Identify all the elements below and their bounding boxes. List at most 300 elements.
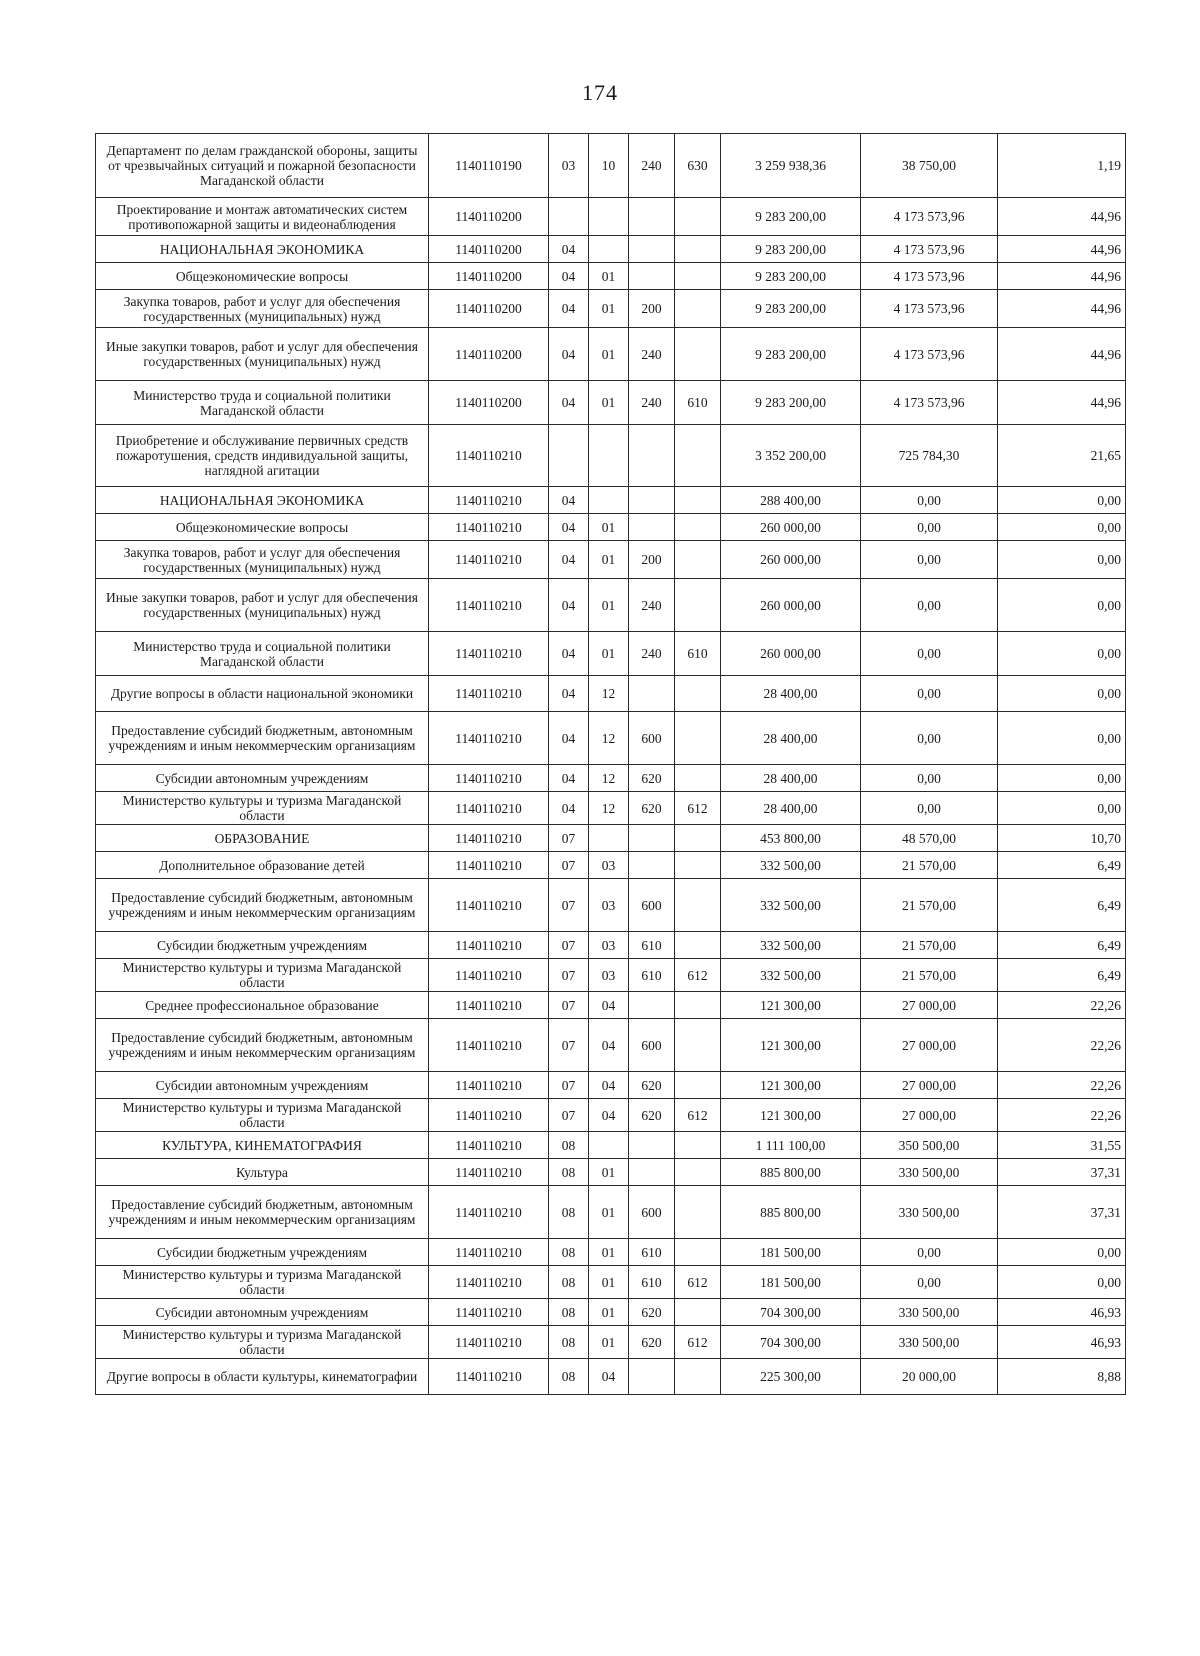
row-ministry-code: 610 <box>675 632 721 676</box>
row-plan-amount: 332 500,00 <box>721 852 861 879</box>
row-actual-amount: 4 173 573,96 <box>861 381 998 425</box>
row-plan-amount: 181 500,00 <box>721 1266 861 1299</box>
table-row <box>96 1186 1126 1239</box>
row-section: 04 <box>549 290 589 328</box>
row-percent: 21,65 <box>998 425 1126 487</box>
row-plan-amount: 9 283 200,00 <box>721 381 861 425</box>
row-name: Предоставление субсидий бюджетным, автономным учреждениям и иным некоммерческим организациям <box>96 712 429 765</box>
row-code: 1140110210 <box>429 1186 549 1239</box>
row-name: Министерство труда и социальной политики Магаданской области <box>96 381 429 425</box>
row-code: 1140110210 <box>429 579 549 632</box>
row-plan-amount: 121 300,00 <box>721 1072 861 1099</box>
row-section: 08 <box>549 1132 589 1159</box>
row-expense-type <box>629 992 675 1019</box>
row-ministry-code <box>675 852 721 879</box>
row-subsection: 01 <box>589 1159 629 1186</box>
row-percent: 44,96 <box>998 381 1126 425</box>
row-plan-amount: 9 283 200,00 <box>721 236 861 263</box>
row-name: КУЛЬТУРА, КИНЕМАТОГРАФИЯ <box>96 1132 429 1159</box>
row-code: 1140110210 <box>429 852 549 879</box>
row-expense-type <box>629 425 675 487</box>
row-name: НАЦИОНАЛЬНАЯ ЭКОНОМИКА <box>96 487 429 514</box>
row-plan-amount: 28 400,00 <box>721 676 861 712</box>
row-subsection: 03 <box>589 959 629 992</box>
row-percent: 46,93 <box>998 1299 1126 1326</box>
row-section: 07 <box>549 1019 589 1072</box>
row-section: 04 <box>549 514 589 541</box>
row-ministry-code <box>675 236 721 263</box>
row-code: 1140110210 <box>429 765 549 792</box>
row-actual-amount: 4 173 573,96 <box>861 290 998 328</box>
row-subsection: 01 <box>589 1299 629 1326</box>
row-expense-type: 600 <box>629 879 675 932</box>
row-expense-type: 620 <box>629 792 675 825</box>
row-expense-type: 240 <box>629 134 675 198</box>
row-plan-amount: 704 300,00 <box>721 1299 861 1326</box>
budget-table-body <box>96 134 1126 1395</box>
row-name: Министерство культуры и туризма Магаданской области <box>96 1266 429 1299</box>
row-percent: 0,00 <box>998 1239 1126 1266</box>
row-percent: 8,88 <box>998 1359 1126 1395</box>
row-section: 08 <box>549 1326 589 1359</box>
row-code: 1140110210 <box>429 1099 549 1132</box>
row-plan-amount: 885 800,00 <box>721 1186 861 1239</box>
row-actual-amount: 330 500,00 <box>861 1186 998 1239</box>
row-ministry-code: 612 <box>675 959 721 992</box>
row-ministry-code <box>675 1186 721 1239</box>
row-expense-type: 600 <box>629 1019 675 1072</box>
row-name: Субсидии автономным учреждениям <box>96 765 429 792</box>
table-row <box>96 1299 1126 1326</box>
row-percent: 0,00 <box>998 579 1126 632</box>
row-actual-amount: 21 570,00 <box>861 852 998 879</box>
row-expense-type: 240 <box>629 632 675 676</box>
row-subsection: 01 <box>589 1326 629 1359</box>
row-ministry-code: 630 <box>675 134 721 198</box>
row-code: 1140110190 <box>429 134 549 198</box>
row-subsection <box>589 236 629 263</box>
row-percent: 0,00 <box>998 632 1126 676</box>
row-actual-amount: 4 173 573,96 <box>861 236 998 263</box>
row-code: 1140110210 <box>429 1132 549 1159</box>
row-name: Закупка товаров, работ и услуг для обеспечения государственных (муниципальных) нужд <box>96 290 429 328</box>
row-plan-amount: 9 283 200,00 <box>721 198 861 236</box>
row-section: 08 <box>549 1299 589 1326</box>
row-expense-type: 610 <box>629 932 675 959</box>
row-actual-amount: 0,00 <box>861 765 998 792</box>
row-section: 04 <box>549 263 589 290</box>
row-name: НАЦИОНАЛЬНАЯ ЭКОНОМИКА <box>96 236 429 263</box>
row-plan-amount: 260 000,00 <box>721 541 861 579</box>
row-name: Другие вопросы в области культуры, кинематографии <box>96 1359 429 1395</box>
row-ministry-code: 612 <box>675 1326 721 1359</box>
row-subsection: 03 <box>589 852 629 879</box>
row-percent: 22,26 <box>998 1099 1126 1132</box>
row-actual-amount: 4 173 573,96 <box>861 328 998 381</box>
row-code: 1140110200 <box>429 381 549 425</box>
row-plan-amount: 181 500,00 <box>721 1239 861 1266</box>
row-ministry-code <box>675 290 721 328</box>
row-plan-amount: 225 300,00 <box>721 1359 861 1395</box>
row-section: 07 <box>549 852 589 879</box>
row-actual-amount: 0,00 <box>861 632 998 676</box>
row-code: 1140110200 <box>429 263 549 290</box>
row-name: Министерство культуры и туризма Магаданской области <box>96 959 429 992</box>
table-row <box>96 381 1126 425</box>
row-subsection: 12 <box>589 676 629 712</box>
row-name: Министерство культуры и туризма Магаданской области <box>96 1099 429 1132</box>
row-subsection: 01 <box>589 1239 629 1266</box>
row-section: 04 <box>549 541 589 579</box>
table-row <box>96 487 1126 514</box>
row-code: 1140110200 <box>429 198 549 236</box>
row-name: Иные закупки товаров, работ и услуг для обеспечения государственных (муниципальных) нужд <box>96 579 429 632</box>
row-expense-type <box>629 236 675 263</box>
row-expense-type: 600 <box>629 712 675 765</box>
row-section: 07 <box>549 992 589 1019</box>
row-actual-amount: 330 500,00 <box>861 1299 998 1326</box>
row-percent: 44,96 <box>998 236 1126 263</box>
row-expense-type: 200 <box>629 541 675 579</box>
row-plan-amount: 9 283 200,00 <box>721 263 861 290</box>
row-code: 1140110210 <box>429 514 549 541</box>
row-ministry-code <box>675 1132 721 1159</box>
row-code: 1140110210 <box>429 1326 549 1359</box>
table-row <box>96 541 1126 579</box>
row-name: Общеэкономические вопросы <box>96 514 429 541</box>
row-percent: 0,00 <box>998 514 1126 541</box>
row-subsection: 04 <box>589 1099 629 1132</box>
row-percent: 44,96 <box>998 263 1126 290</box>
row-section: 03 <box>549 134 589 198</box>
table-row <box>96 263 1126 290</box>
table-row <box>96 425 1126 487</box>
row-subsection: 01 <box>589 632 629 676</box>
table-row <box>96 765 1126 792</box>
row-code: 1140110210 <box>429 541 549 579</box>
row-ministry-code: 612 <box>675 1099 721 1132</box>
row-actual-amount: 0,00 <box>861 487 998 514</box>
row-ministry-code: 610 <box>675 381 721 425</box>
row-code: 1140110210 <box>429 792 549 825</box>
row-ministry-code <box>675 992 721 1019</box>
row-ministry-code <box>675 541 721 579</box>
row-ministry-code <box>675 932 721 959</box>
row-plan-amount: 1 111 100,00 <box>721 1132 861 1159</box>
table-row <box>96 1239 1126 1266</box>
row-expense-type: 240 <box>629 579 675 632</box>
row-section: 04 <box>549 381 589 425</box>
row-expense-type <box>629 1132 675 1159</box>
row-actual-amount: 27 000,00 <box>861 1072 998 1099</box>
row-code: 1140110210 <box>429 712 549 765</box>
row-code: 1140110210 <box>429 1159 549 1186</box>
row-section: 04 <box>549 765 589 792</box>
row-expense-type: 620 <box>629 1072 675 1099</box>
row-ministry-code <box>675 1072 721 1099</box>
row-percent: 0,00 <box>998 676 1126 712</box>
row-name: Министерство культуры и туризма Магаданской области <box>96 792 429 825</box>
row-name: Министерство культуры и туризма Магаданской области <box>96 1326 429 1359</box>
row-section: 04 <box>549 328 589 381</box>
table-row <box>96 514 1126 541</box>
table-row <box>96 932 1126 959</box>
row-actual-amount: 27 000,00 <box>861 1099 998 1132</box>
row-code: 1140110210 <box>429 959 549 992</box>
row-subsection: 01 <box>589 381 629 425</box>
row-plan-amount: 885 800,00 <box>721 1159 861 1186</box>
row-subsection <box>589 1132 629 1159</box>
row-section: 04 <box>549 579 589 632</box>
row-section: 04 <box>549 676 589 712</box>
row-actual-amount: 0,00 <box>861 1239 998 1266</box>
row-code: 1140110210 <box>429 879 549 932</box>
row-expense-type: 620 <box>629 1326 675 1359</box>
row-ministry-code <box>675 765 721 792</box>
row-section <box>549 425 589 487</box>
row-percent: 0,00 <box>998 712 1126 765</box>
table-row <box>96 792 1126 825</box>
row-plan-amount: 332 500,00 <box>721 932 861 959</box>
row-code: 1140110210 <box>429 487 549 514</box>
row-ministry-code <box>675 263 721 290</box>
row-expense-type <box>629 825 675 852</box>
row-actual-amount: 0,00 <box>861 514 998 541</box>
row-expense-type: 610 <box>629 1239 675 1266</box>
row-subsection <box>589 198 629 236</box>
row-actual-amount: 0,00 <box>861 579 998 632</box>
row-ministry-code <box>675 1239 721 1266</box>
table-row <box>96 1326 1126 1359</box>
row-subsection: 04 <box>589 1072 629 1099</box>
table-row <box>96 992 1126 1019</box>
row-expense-type <box>629 676 675 712</box>
row-actual-amount: 4 173 573,96 <box>861 198 998 236</box>
row-ministry-code <box>675 425 721 487</box>
row-actual-amount: 21 570,00 <box>861 959 998 992</box>
table-row <box>96 712 1126 765</box>
row-actual-amount: 725 784,30 <box>861 425 998 487</box>
row-expense-type: 200 <box>629 290 675 328</box>
row-percent: 31,55 <box>998 1132 1126 1159</box>
row-plan-amount: 9 283 200,00 <box>721 290 861 328</box>
budget-table <box>95 133 1126 1395</box>
row-name: Предоставление субсидий бюджетным, автономным учреждениям и иным некоммерческим организациям <box>96 1186 429 1239</box>
row-percent: 6,49 <box>998 959 1126 992</box>
row-code: 1140110210 <box>429 932 549 959</box>
row-section: 04 <box>549 632 589 676</box>
row-percent: 22,26 <box>998 1072 1126 1099</box>
row-code: 1140110200 <box>429 290 549 328</box>
row-expense-type: 240 <box>629 328 675 381</box>
row-subsection: 04 <box>589 992 629 1019</box>
row-subsection: 12 <box>589 792 629 825</box>
row-name: Иные закупки товаров, работ и услуг для обеспечения государственных (муниципальных) нужд <box>96 328 429 381</box>
row-plan-amount: 332 500,00 <box>721 879 861 932</box>
row-expense-type <box>629 1359 675 1395</box>
row-section: 04 <box>549 236 589 263</box>
row-name: Проектирование и монтаж автоматических систем противопожарной защиты и видеонаблюдения <box>96 198 429 236</box>
row-expense-type <box>629 263 675 290</box>
row-expense-type: 610 <box>629 1266 675 1299</box>
row-percent: 0,00 <box>998 765 1126 792</box>
row-percent: 46,93 <box>998 1326 1126 1359</box>
row-percent: 44,96 <box>998 198 1126 236</box>
row-section: 04 <box>549 487 589 514</box>
row-section: 07 <box>549 959 589 992</box>
row-ministry-code <box>675 676 721 712</box>
table-row <box>96 1132 1126 1159</box>
row-actual-amount: 20 000,00 <box>861 1359 998 1395</box>
row-section: 04 <box>549 712 589 765</box>
row-plan-amount: 288 400,00 <box>721 487 861 514</box>
row-section: 07 <box>549 879 589 932</box>
row-plan-amount: 3 352 200,00 <box>721 425 861 487</box>
row-subsection: 04 <box>589 1359 629 1395</box>
row-name: Общеэкономические вопросы <box>96 263 429 290</box>
row-name: Субсидии бюджетным учреждениям <box>96 932 429 959</box>
row-subsection: 04 <box>589 1019 629 1072</box>
row-subsection: 03 <box>589 879 629 932</box>
row-actual-amount: 0,00 <box>861 1266 998 1299</box>
row-percent: 6,49 <box>998 932 1126 959</box>
row-ministry-code <box>675 198 721 236</box>
row-expense-type: 620 <box>629 765 675 792</box>
table-row <box>96 134 1126 198</box>
table-row <box>96 852 1126 879</box>
row-name: Предоставление субсидий бюджетным, автономным учреждениям и иным некоммерческим организациям <box>96 879 429 932</box>
row-section: 08 <box>549 1266 589 1299</box>
row-ministry-code <box>675 1359 721 1395</box>
row-actual-amount: 4 173 573,96 <box>861 263 998 290</box>
row-ministry-code <box>675 825 721 852</box>
row-code: 1140110210 <box>429 425 549 487</box>
row-percent: 22,26 <box>998 992 1126 1019</box>
row-code: 1140110210 <box>429 1072 549 1099</box>
row-actual-amount: 48 570,00 <box>861 825 998 852</box>
row-name: Приобретение и обслуживание первичных средств пожаротушения, средств индивидуальной защиты, наглядной агитации <box>96 425 429 487</box>
row-section: 07 <box>549 825 589 852</box>
row-ministry-code <box>675 514 721 541</box>
row-subsection: 12 <box>589 712 629 765</box>
row-name: Субсидии автономным учреждениям <box>96 1072 429 1099</box>
row-plan-amount: 453 800,00 <box>721 825 861 852</box>
row-code: 1140110210 <box>429 676 549 712</box>
row-subsection: 01 <box>589 541 629 579</box>
row-actual-amount: 27 000,00 <box>861 992 998 1019</box>
row-actual-amount: 330 500,00 <box>861 1326 998 1359</box>
row-expense-type <box>629 852 675 879</box>
table-row <box>96 579 1126 632</box>
table-row <box>96 1099 1126 1132</box>
row-plan-amount: 260 000,00 <box>721 514 861 541</box>
row-expense-type: 620 <box>629 1099 675 1132</box>
row-expense-type: 620 <box>629 1299 675 1326</box>
row-section: 07 <box>549 1099 589 1132</box>
row-code: 1140110210 <box>429 1239 549 1266</box>
row-actual-amount: 38 750,00 <box>861 134 998 198</box>
row-subsection: 01 <box>589 1186 629 1239</box>
row-code: 1140110210 <box>429 1019 549 1072</box>
table-row <box>96 290 1126 328</box>
row-name: Культура <box>96 1159 429 1186</box>
row-plan-amount: 28 400,00 <box>721 712 861 765</box>
row-actual-amount: 330 500,00 <box>861 1159 998 1186</box>
row-ministry-code <box>675 879 721 932</box>
row-section <box>549 198 589 236</box>
row-percent: 6,49 <box>998 879 1126 932</box>
row-percent: 1,19 <box>998 134 1126 198</box>
row-expense-type <box>629 514 675 541</box>
table-row <box>96 236 1126 263</box>
row-actual-amount: 0,00 <box>861 676 998 712</box>
row-ministry-code <box>675 1299 721 1326</box>
row-expense-type: 240 <box>629 381 675 425</box>
row-section: 04 <box>549 792 589 825</box>
row-percent: 44,96 <box>998 328 1126 381</box>
row-ministry-code: 612 <box>675 1266 721 1299</box>
row-section: 08 <box>549 1186 589 1239</box>
row-subsection <box>589 825 629 852</box>
row-subsection: 03 <box>589 932 629 959</box>
table-row <box>96 328 1126 381</box>
row-actual-amount: 0,00 <box>861 792 998 825</box>
row-expense-type <box>629 198 675 236</box>
row-ministry-code <box>675 328 721 381</box>
row-plan-amount: 28 400,00 <box>721 765 861 792</box>
row-subsection <box>589 487 629 514</box>
row-actual-amount: 21 570,00 <box>861 932 998 959</box>
row-ministry-code: 612 <box>675 792 721 825</box>
table-row <box>96 1019 1126 1072</box>
table-row <box>96 198 1126 236</box>
row-percent: 0,00 <box>998 541 1126 579</box>
row-plan-amount: 3 259 938,36 <box>721 134 861 198</box>
row-plan-amount: 121 300,00 <box>721 992 861 1019</box>
table-row <box>96 676 1126 712</box>
row-actual-amount: 350 500,00 <box>861 1132 998 1159</box>
table-row <box>96 825 1126 852</box>
page-number: 174 <box>582 80 618 105</box>
row-plan-amount: 260 000,00 <box>721 632 861 676</box>
row-plan-amount: 9 283 200,00 <box>721 328 861 381</box>
row-percent: 22,26 <box>998 1019 1126 1072</box>
row-subsection: 01 <box>589 1266 629 1299</box>
row-subsection: 12 <box>589 765 629 792</box>
row-expense-type <box>629 1159 675 1186</box>
row-plan-amount: 704 300,00 <box>721 1326 861 1359</box>
row-percent: 37,31 <box>998 1186 1126 1239</box>
row-actual-amount: 0,00 <box>861 712 998 765</box>
table-row <box>96 1159 1126 1186</box>
row-subsection <box>589 425 629 487</box>
row-subsection: 10 <box>589 134 629 198</box>
table-row <box>96 1072 1126 1099</box>
row-subsection: 01 <box>589 514 629 541</box>
row-name: Другие вопросы в области национальной экономики <box>96 676 429 712</box>
row-plan-amount: 121 300,00 <box>721 1099 861 1132</box>
row-code: 1140110200 <box>429 236 549 263</box>
row-percent: 44,96 <box>998 290 1126 328</box>
row-code: 1140110210 <box>429 825 549 852</box>
row-ministry-code <box>675 579 721 632</box>
row-code: 1140110210 <box>429 632 549 676</box>
row-percent: 0,00 <box>998 792 1126 825</box>
row-percent: 0,00 <box>998 1266 1126 1299</box>
row-name: Министерство труда и социальной политики Магаданской области <box>96 632 429 676</box>
row-subsection: 01 <box>589 263 629 290</box>
row-percent: 37,31 <box>998 1159 1126 1186</box>
